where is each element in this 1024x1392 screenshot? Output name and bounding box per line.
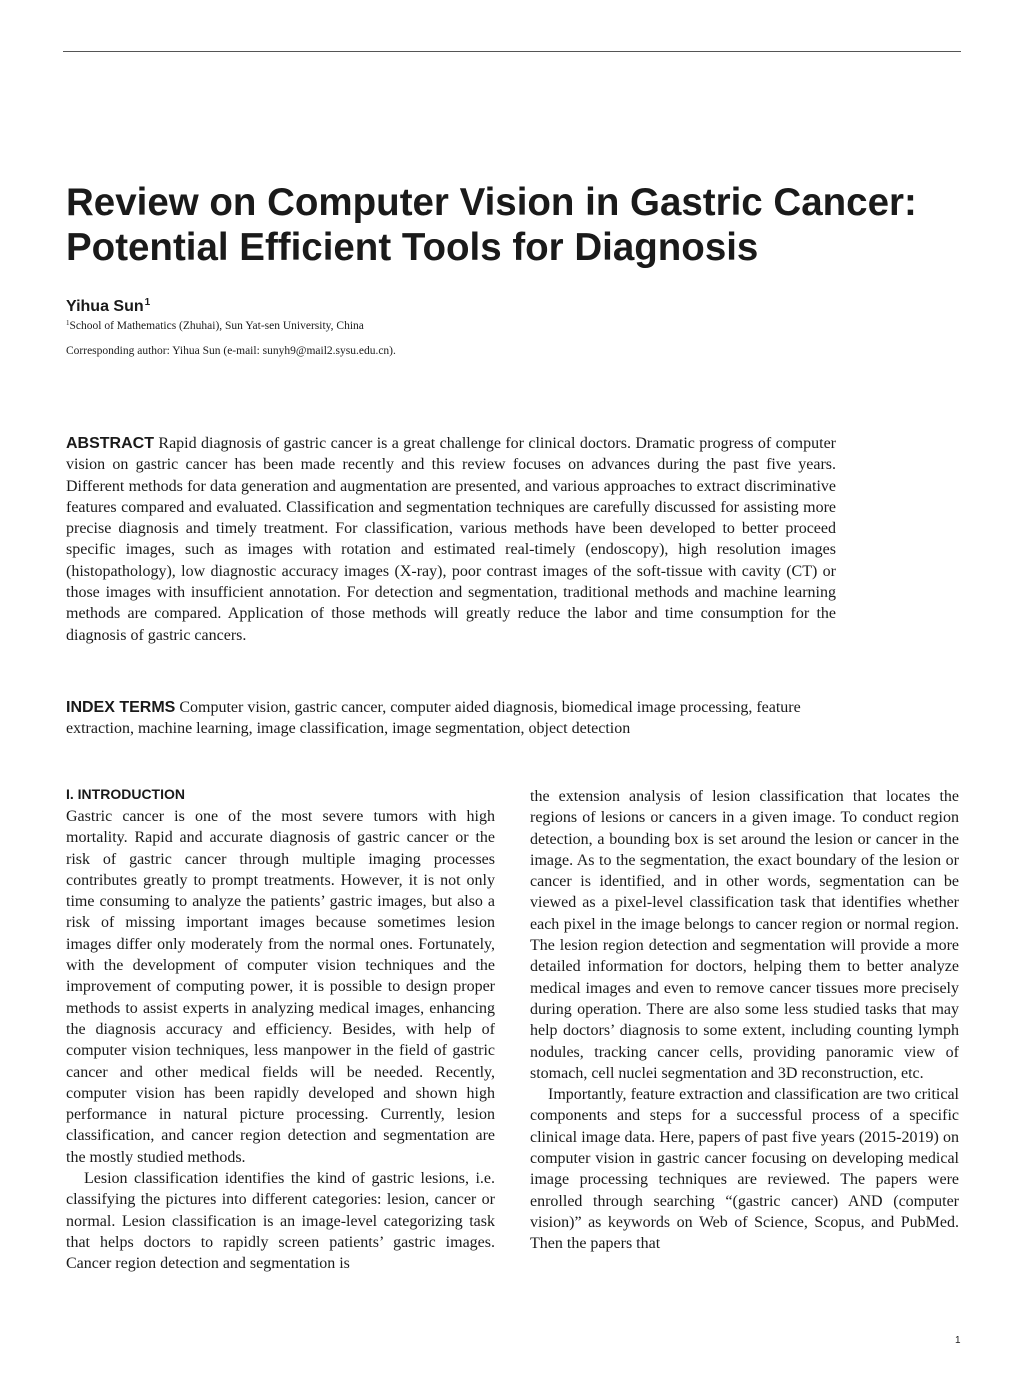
section-heading: I. INTRODUCTION <box>66 786 185 802</box>
abstract-label: ABSTRACT <box>66 435 154 452</box>
affiliation-text: School of Mathematics (Zhuhai), Sun Yat-sen University, China <box>69 320 364 332</box>
author <box>66 297 150 316</box>
intro-paragraph-3: the extension analysis of lesion classification that locates the regions of lesions or cancers in a given image. To conduct region detection, a bounding box is set around the lesion or cancer in the image. As to the segmentation, the exact boundary of the lesion or cancer is identified, and in other words, segmentation can be viewed as a pixel-level classification task that identifies whether each pixel in the image belongs to cancer region or normal region. The lesion region detection and segmentation will provide a more detailed information for doctors, helping them to better analyze medical images and even to remove cancer tissues more precisely during operation. There are also some less studied tasks that may help doctors’ diagnosis to some extent, including counting lymph nodules, tracking cancer cells, providing panoramic view of stomach, cell nuclei segmentation and 3D reconstruction, etc. <box>530 788 959 1082</box>
author-affiliation-marker: 1 <box>144 297 151 308</box>
title-line-1: Review on Computer Vision in Gastric Cancer: <box>66 181 917 224</box>
corresponding-author: Corresponding author: Yihua Sun (e-mail: sunyh9@mail2.sysu.edu.cn). <box>66 345 396 357</box>
header-rule <box>63 51 961 52</box>
intro-paragraph-2: Lesion classification identifies the kind of gastric lesions, i.e. classifying the pictures into different categories: lesion, cancer or normal. Lesion classification is an image-level categorizing task that helps doctors to rapidly screen patients’ gastric images. Cancer region detection and segmentation is <box>66 1170 495 1273</box>
intro-paragraph-1: Gastric cancer is one of the most severe tumors with high mortality. Rapid and accurate diagnosis of gastric cancer or the risk of gastric cancer through multiple imaging processes contributes greatly to prompt treatments. However, it is not only time consuming to analyze the patients’ gastric images, but also a risk of missing important images because sometimes lesion images differ only moderately from the normal ones. Fortunately, with the development of computer vision techniques and the improvement of computing power, it is possible to design proper methods to assist experts in analyzing medical images, enhancing the diagnosis accuracy and efficiency. Besides, with help of computer vision techniques, less manpower in the field of gastric cancer and other medical fields will be needed. Recently, computer vision has been rapidly developed and shown high performance in natural picture processing. Currently, lesion classification, and cancer region detection and segmentation are the mostly studied methods. <box>66 808 495 1166</box>
author-name: Yihua Sun <box>66 298 144 315</box>
index-terms-text: Computer vision, gastric cancer, computer aided diagnosis, biomedical image processing, feature extraction, machine learning, image classification, image segmentation, object detection <box>66 699 801 738</box>
index-terms <box>66 697 866 740</box>
affiliation-marker: 1 <box>66 319 70 327</box>
left-column <box>66 785 495 1275</box>
title-line-2: Potential Efficient Tools for Diagnosis <box>66 226 759 269</box>
abstract <box>66 433 836 646</box>
affiliation <box>66 319 364 332</box>
page-number: 1 <box>955 1335 961 1346</box>
index-terms-label: INDEX TERMS <box>66 699 176 716</box>
intro-paragraph-4: Importantly, feature extraction and classification are two critical components and steps for a successful process of a specific clinical image data. Here, papers of past five years (2015-2019) on computer vision in gastric cancer focusing on developing medical image processing techniques are reviewed. The papers were enrolled through searching “(gastric cancer) AND (computer vision)” as keywords on Web of Science, Scopus, and PubMed. Then the papers that <box>530 1086 959 1253</box>
right-column <box>530 786 959 1255</box>
paper-title <box>66 180 966 270</box>
abstract-text: Rapid diagnosis of gastric cancer is a great challenge for clinical doctors. Dramatic progress of computer vision on gastric cancer has been made recently and this review focuses on advances during the past five years. Different methods for data generation and augmentation are presented, and various approaches to extract discriminative features compared and evaluated. Classification and segmentation techniques are carefully discussed for assisting more precise diagnosis and timely treatment. For classification, various methods have been developed to better proceed specific images, such as images with rotation and estimated real-timely (endoscopy), high resolution images (histopathology), low diagnostic accuracy images (X-ray), poor contrast images of the soft-tissue with cavity (CT) or those images with insufficient annotation. For detection and segmentation, traditional methods and machine learning methods are compared. Application of those methods will greatly reduce the labor and time consumption for the diagnosis of gastric cancers. <box>66 435 836 644</box>
